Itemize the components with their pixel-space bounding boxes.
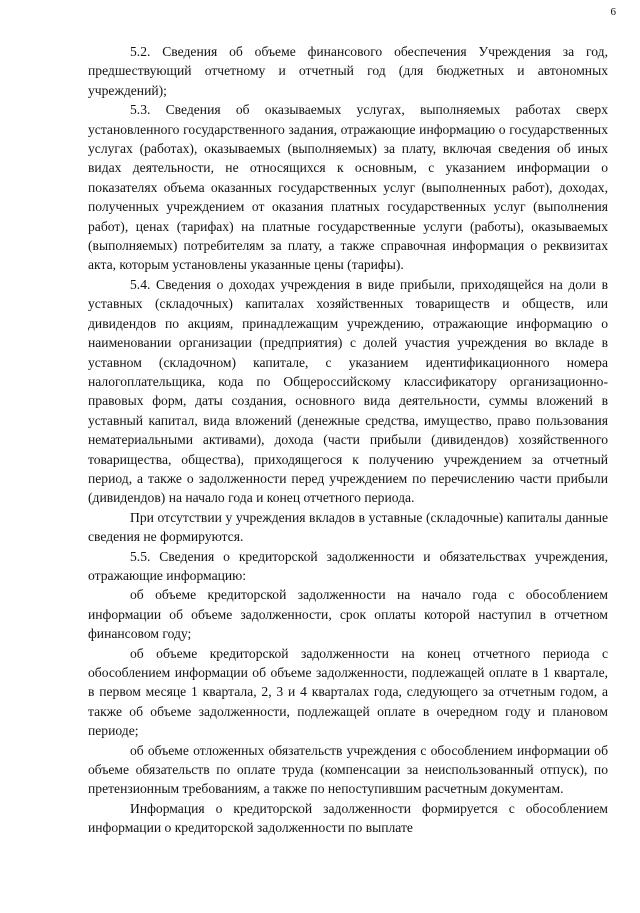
paragraph-deferred-obligations: об объеме отложенных обязательств учреждения с обособлением информации об объеме обязательств по оплате труда (компенсации за неиспользованный отпуск), по претензионным требованиям, а также по непоступившим расчетным документам. [88, 742, 608, 797]
paragraph-5-5: 5.5. Сведения о кредиторской задолженности и обязательствах учреждения, отражающие информацию: [88, 548, 608, 583]
paragraph-payables-start-of-year: об объеме кредиторской задолженности на начало года с обособлением информации об объеме задолженности, срок оплаты которой наступил в отчетном финансовом году; [88, 587, 608, 642]
paragraph-payables-information: Информация о кредиторской задолженности формируется с обособлением информации о кредиторской задолженности по выплате [88, 800, 608, 836]
page-number: 6 [610, 6, 616, 18]
paragraph-5-3: 5.3. Сведения об оказываемых услугах, выполняемых работах сверх установленного государственного задания, отражающие информацию о государственных услугах (работах), оказываемых (выполняемых) за плату, включая сведения об иных видах деятельности, не относящихся к основным, с указанием информации о показателях объема оказанных государственных услуг (выполненных работ), доходах, полученных учреждением от оказания платных государственных услуг (выполнения работ), ценах (тарифах) на платные государственные услуги (работы), оказываемых (выполняемых) потребителям за плату, а также справочная информация о реквизитах акта, которым установлены указанные цены (тарифы). [88, 102, 608, 273]
paragraph-5-2: 5.2. Сведения об объеме финансового обеспечения Учреждения за год, предшествующий отчетному и отчетный год (для бюджетных и автономных учреждений); [88, 44, 608, 98]
paragraph-no-contributions: При отсутствии у учреждения вкладов в уставные (складочные) капиталы данные сведения не формируются. [88, 509, 608, 545]
paragraph-payables-end-of-period: об объеме кредиторской задолженности на конец отчетного периода с обособлением информации об объеме задолженности, подлежащей оплате в 1 квартале, в первом месяце 1 квартала, 2, 3 и 4 кварталах года, следующего за отчетным годом, а также об объеме задолженности, подлежащей оплате в очередном году и плановом периоде; [88, 645, 608, 739]
document-body [88, 42, 608, 838]
paragraph-5-4: 5.4. Сведения о доходах учреждения в виде прибыли, приходящейся на доли в уставных (складочных) капиталах хозяйственных товариществ и обществ, или дивидендов по акциям, принадлежащим учреждению, отражающие информацию о наименовании организации (предприятия) с долей участия учреждения во вкладе в уставном (складочном) капитале, с указанием идентификационного номера налогоплательщика, кода по Общероссийскому классификатору организационно-правовых форм, даты создания, основного вида деятельности, суммы вложений в уставный капитал, вида вложений (денежные средства, имущество, право пользования нематериальными активами), дохода (части прибыли (дивидендов) хозяйственного товарищества, общества), приходящегося к получению учреждением за отчетный период, а также о задолженности перед учреждением по перечислению части прибыли (дивидендов) на начало года и конец отчетного периода. [88, 276, 608, 506]
